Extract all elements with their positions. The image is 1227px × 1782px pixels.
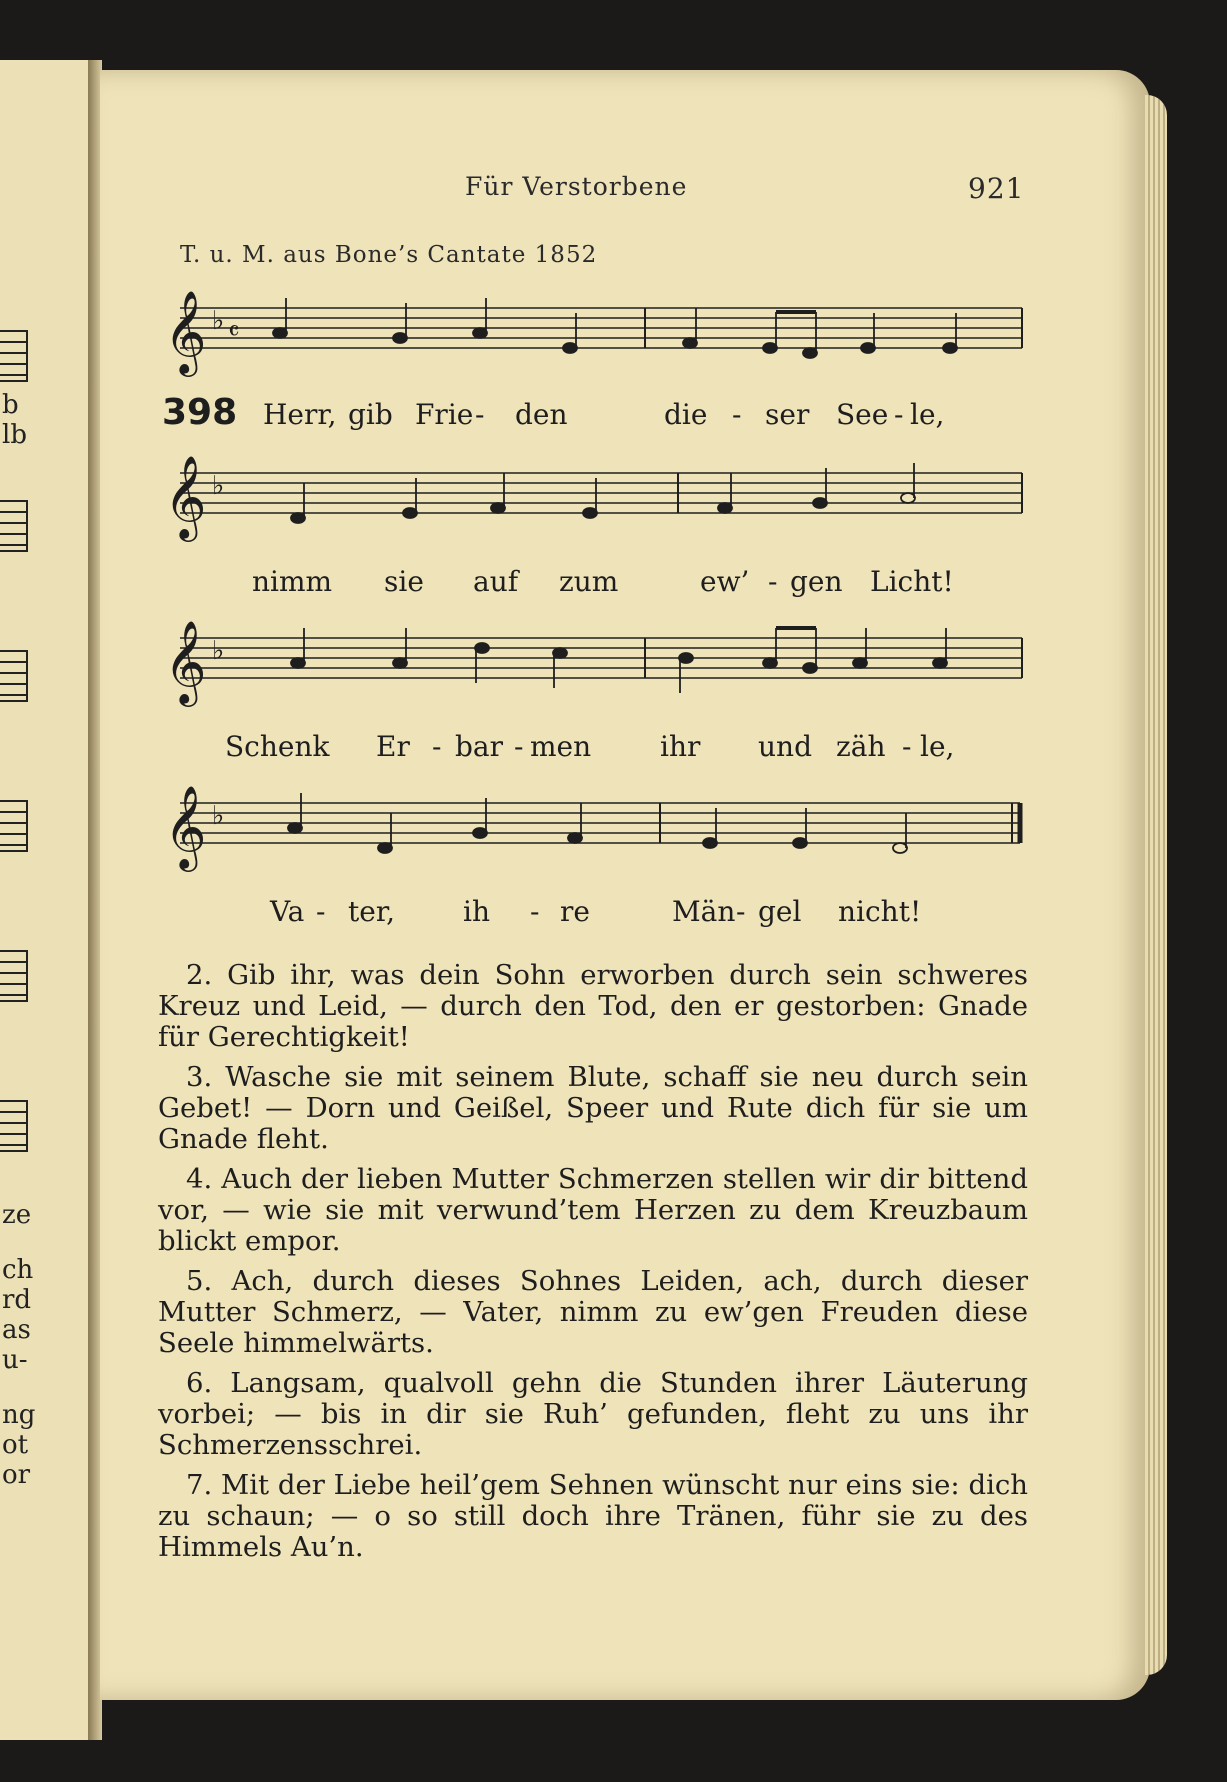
verse-7: 7. Mit der Liebe heil’gem Sehnen wünscht nur eins sie: dich zu schaun; — o so still doch ihre Tränen, führ sie zu des Himmels Au’n. [158, 1469, 1028, 1563]
svg-text:𝄞: 𝄞 [164, 785, 207, 868]
text-fragment: b [2, 390, 19, 420]
lyric: gen [790, 565, 843, 598]
staff-fragment [0, 650, 28, 702]
staff-fragment [0, 800, 28, 852]
lyric: nimm [252, 565, 333, 598]
verse-2: 2. Gib ihr, was dein Sohn erworben durch sein schweres Kreuz und Leid, — durch den Tod, den er gestorben: Gnade für Gerechtigkeit! [158, 959, 1028, 1053]
lyric: Herr, [263, 398, 337, 431]
lyric: ih [463, 895, 490, 928]
svg-text:𝄞: 𝄞 [164, 455, 207, 538]
lyric: nicht! [838, 895, 922, 928]
lyric: - [902, 730, 912, 763]
music-staff-4 [150, 785, 1030, 885]
lyric: ew’ [700, 565, 750, 598]
svg-text:♭: ♭ [212, 636, 225, 666]
music-staff-2 [150, 455, 1030, 555]
staff-fragment [0, 1100, 28, 1152]
lyric: Er [376, 730, 410, 763]
lyric: die [664, 398, 708, 431]
lyric: - [732, 398, 742, 431]
lyric: - [768, 565, 778, 598]
text-fragment: or [2, 1460, 31, 1490]
lyric: le, [920, 730, 955, 763]
lyric: gib [348, 398, 393, 431]
hymn-credit: T. u. M. aus Bone’s Cantate 1852 [180, 242, 598, 268]
text-fragment: ot [2, 1430, 29, 1460]
text-fragment: ng [2, 1400, 36, 1430]
text-fragment: ch [2, 1255, 34, 1285]
svg-text:𝄴: 𝄴 [228, 317, 240, 347]
page-number: 921 [968, 172, 1025, 205]
svg-text:𝄞: 𝄞 [164, 290, 207, 373]
text-fragment: u- [2, 1345, 28, 1375]
page-edges [1145, 95, 1167, 1675]
previous-page-edge [0, 60, 92, 1740]
lyric: - [736, 895, 746, 928]
page-header-title: Für Verstorbene [465, 172, 688, 201]
svg-text:♭: ♭ [212, 801, 225, 831]
hymn-number: 398 [162, 392, 238, 433]
lyric: ser [765, 398, 810, 431]
hymn-verses [158, 960, 1028, 1572]
lyric: Män [672, 895, 736, 928]
lyric: le, [910, 398, 945, 431]
staff-fragment [0, 500, 28, 552]
lyric: ihr [660, 730, 701, 763]
lyric: See [836, 398, 889, 431]
music-staff-3 [150, 620, 1030, 720]
verse-4: 4. Auch der lieben Mutter Schmerzen stellen wir dir bittend vor, — wie sie mit verwund’tem Herzen zu dem Kreuzbaum blickt empor. [158, 1163, 1028, 1257]
lyric: - [530, 895, 540, 928]
text-fragment: ze [2, 1200, 32, 1230]
lyric: sie [384, 565, 424, 598]
lyric: Frie [415, 398, 474, 431]
lyric: ter, [348, 895, 396, 928]
lyric: - [514, 730, 524, 763]
staff-fragment [0, 330, 28, 382]
text-fragment: rd [2, 1285, 32, 1315]
text-fragment: as [2, 1315, 31, 1345]
music-staff-1 [150, 290, 1030, 390]
lyric: bar [455, 730, 504, 763]
lyric: - [316, 895, 326, 928]
lyric: den [515, 398, 568, 431]
lyric: gel [758, 895, 802, 928]
svg-text:♭: ♭ [212, 471, 225, 501]
lyric: Licht! [870, 565, 954, 598]
lyric: und [758, 730, 812, 763]
lyric: zäh [836, 730, 886, 763]
lyric: - [432, 730, 442, 763]
svg-text:♭: ♭ [212, 306, 225, 336]
lyric: Schenk [225, 730, 330, 763]
svg-text:𝄞: 𝄞 [164, 620, 207, 703]
lyric: auf [473, 565, 519, 598]
verse-5: 5. Ach, durch dieses Sohnes Leiden, ach, durch dieser Mutter Schmerz, — Vater, nimm zu ew’gen Freuden diese Seele himmelwärts. [158, 1265, 1028, 1359]
lyric: zum [559, 565, 619, 598]
lyric: - [894, 398, 904, 431]
lyric: re [560, 895, 590, 928]
staff-fragment [0, 950, 28, 1002]
lyric: men [530, 730, 592, 763]
lyric: Va [270, 895, 305, 928]
verse-3: 3. Wasche sie mit seinem Blute, schaff sie neu durch sein Gebet! — Dorn und Geißel, Speer und Rute dich für sie um Gnade fleht. [158, 1061, 1028, 1155]
verse-6: 6. Langsam, qualvoll gehn die Stunden ihrer Läuterung vorbei; — bis in dir sie Ruh’ gefunden, fleht zu uns ihr Schmerzensschrei. [158, 1367, 1028, 1461]
text-fragment: lb [2, 420, 27, 450]
lyric: - [475, 398, 485, 431]
